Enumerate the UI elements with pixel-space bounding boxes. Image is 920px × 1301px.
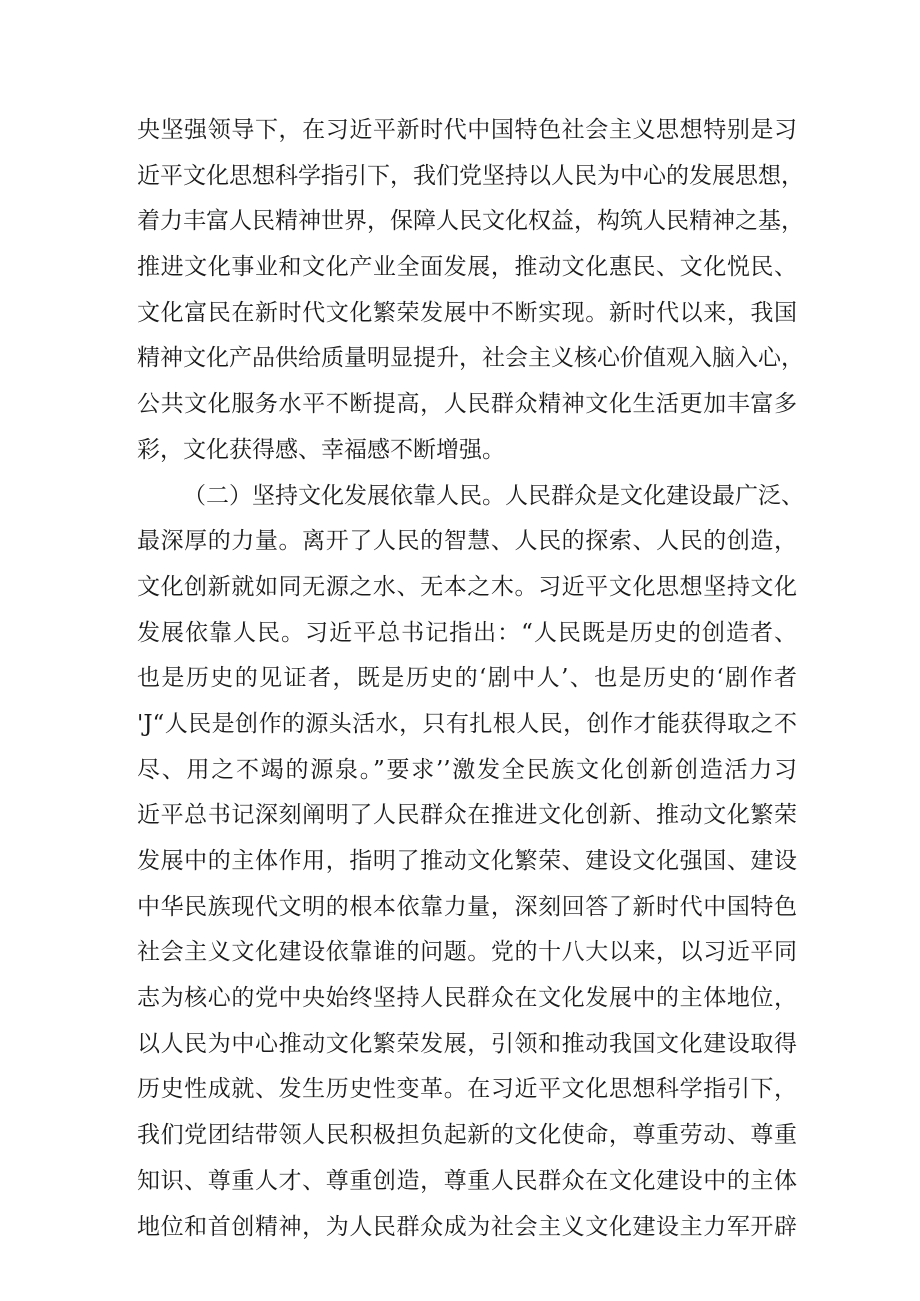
text-line: 公共文化服务水平不断提高，人民群众精神文化生活更加丰富多 — [137, 391, 797, 418]
section-heading-line: （二）坚持文化发展依靠人民。人民群众是文化建设最广泛、 — [183, 482, 804, 509]
body-text — [137, 108, 804, 1250]
text-line: 也是历史的见证者，既是历史的‘剧中人’、也是历史的‘剧作者 — [137, 665, 797, 692]
text-line: 近平文化思想科学指引下，我们党坚持以人民为中心的发展思想， — [137, 162, 804, 189]
text-line: 最深厚的力量。离开了人民的智慧、人民的探索、人民的创造， — [137, 528, 797, 555]
text-line: 精神文化产品供给质量明显提升，社会主义核心价值观入脑入心， — [137, 345, 804, 372]
text-line: 发展中的主体作用，指明了推动文化繁荣、建设文化强国、建设 — [137, 848, 797, 874]
text-line: 以人民为中心推动文化繁荣发展，引领和推动我国文化建设取得 — [137, 1030, 797, 1057]
text-line: 社会主义文化建设依靠谁的问题。党的十八大以来，以习近平同 — [137, 939, 797, 966]
text-line: 推进文化事业和文化产业全面发展，推动文化惠民、文化悦民、 — [137, 254, 797, 281]
text-line: 着力丰富人民精神世界，保障人民文化权益，构筑人民精神之基， — [137, 208, 804, 235]
text-line: 中华民族现代文明的根本依靠力量，深刻回答了新时代中国特色 — [137, 893, 797, 920]
text-line: 'J“人民是创作的源头活水，只有扎根人民，创作才能获得取之不 — [137, 710, 797, 737]
text-line: 地位和首创精神，为人民群众成为社会主义文化建设主力军开辟 — [137, 1213, 797, 1240]
text-line: 近平总书记深刻阐明了人民群众在推进文化创新、推动文化繁荣 — [137, 802, 797, 829]
text-line: 文化富民在新时代文化繁荣发展中不断实现。新时代以来，我国 — [137, 299, 797, 326]
text-line: 发展依靠人民。习近平总书记指出：“人民既是历史的创造者、 — [137, 619, 797, 646]
text-line: 尽、用之不竭的源泉。”要求’’激发全民族文化创新创造活力习 — [137, 756, 797, 783]
text-line: 历史性成就、发生历史性变革。在习近平文化思想科学指引下， — [137, 1076, 797, 1103]
paragraph-last-line: 彩，文化获得感、幸福感不断增强。 — [137, 436, 505, 463]
text-line: 央坚强领导下，在习近平新时代中国特色社会主义思想特别是习 — [137, 117, 797, 143]
text-line: 我们党团结带领人民积极担负起新的文化使命，尊重劳动、尊重 — [137, 1122, 797, 1149]
text-line: 文化创新就如同无源之水、无本之木。习近平文化思想坚持文化 — [137, 573, 797, 600]
text-line: 知识、尊重人才、尊重创造，尊重人民群众在文化建设中的主体 — [137, 1167, 797, 1194]
text-line: 志为核心的党中央始终坚持人民群众在文化发展中的主体地位， — [137, 985, 797, 1012]
